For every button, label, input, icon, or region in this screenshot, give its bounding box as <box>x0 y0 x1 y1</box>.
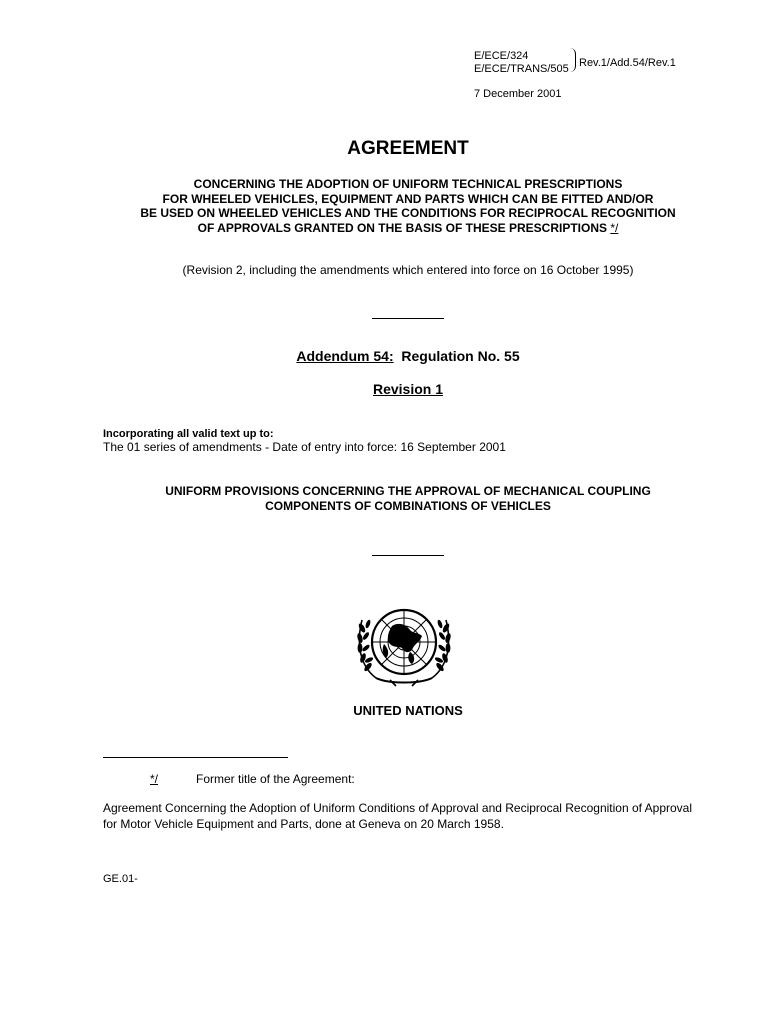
footnote-text: Agreement Concerning the Adoption of Uniform Conditions of Approval and Reciprocal Recognition of Approval for Motor Vehicle Equipment and Parts, done at Geneva on 20 March 1958. <box>103 801 693 831</box>
footnote-reference: */ <box>610 221 619 236</box>
provisions-title <box>0 484 768 513</box>
revision-reference: Rev.1/Add.54/Rev.1 <box>579 57 676 69</box>
divider <box>372 555 444 556</box>
divider <box>372 318 444 319</box>
provisions-line: COMPONENTS OF COMBINATIONS OF VEHICLES <box>265 498 551 513</box>
provisions-line: UNIFORM PROVISIONS CONCERNING THE APPROVAL OF MECHANICAL COUPLING <box>165 484 651 498</box>
footnote-marker: */ <box>150 772 159 786</box>
subtitle-line <box>0 221 768 236</box>
document-symbols <box>474 50 569 76</box>
subtitle-line: FOR WHEELED VEHICLES, EQUIPMENT AND PARTS WHICH CAN BE FITTED AND/OR <box>162 191 654 206</box>
subtitle-line: CONCERNING THE ADOPTION OF UNIFORM TECHNICAL PRESCRIPTIONS <box>193 177 623 191</box>
organization-name: UNITED NATIONS <box>353 703 463 718</box>
regulation-number: Regulation No. 55 <box>401 348 520 364</box>
un-emblem-icon <box>352 600 456 688</box>
subtitle-line-text: OF APPROVALS GRANTED ON THE BASIS OF THESE PRESCRIPTIONS <box>197 221 607 236</box>
job-number: GE.01- <box>103 873 138 885</box>
brace-icon <box>570 48 576 72</box>
addendum-label: Addendum 54: <box>296 348 394 364</box>
document-date: 7 December 2001 <box>474 88 562 100</box>
agreement-subtitle <box>0 177 768 236</box>
subtitle-line: BE USED ON WHEELED VEHICLES AND THE CONDITIONS FOR RECIPROCAL RECOGNITION <box>140 206 676 221</box>
footnote-label: Former title of the Agreement: <box>196 772 355 786</box>
page-title: AGREEMENT <box>347 138 469 159</box>
footnote-divider <box>103 757 288 758</box>
revision-note: (Revision 2, including the amendments which entered into force on 16 October 1995) <box>182 263 634 277</box>
revision-heading: Revision 1 <box>372 381 444 397</box>
document-symbol: E/ECE/TRANS/505 <box>474 63 569 75</box>
incorporating-heading: Incorporating all valid text up to: <box>103 428 274 440</box>
addendum-heading <box>0 348 768 364</box>
document-symbol: E/ECE/324 <box>474 50 529 62</box>
incorporating-text: The 01 series of amendments - Date of entry into force: 16 September 2001 <box>103 440 506 454</box>
